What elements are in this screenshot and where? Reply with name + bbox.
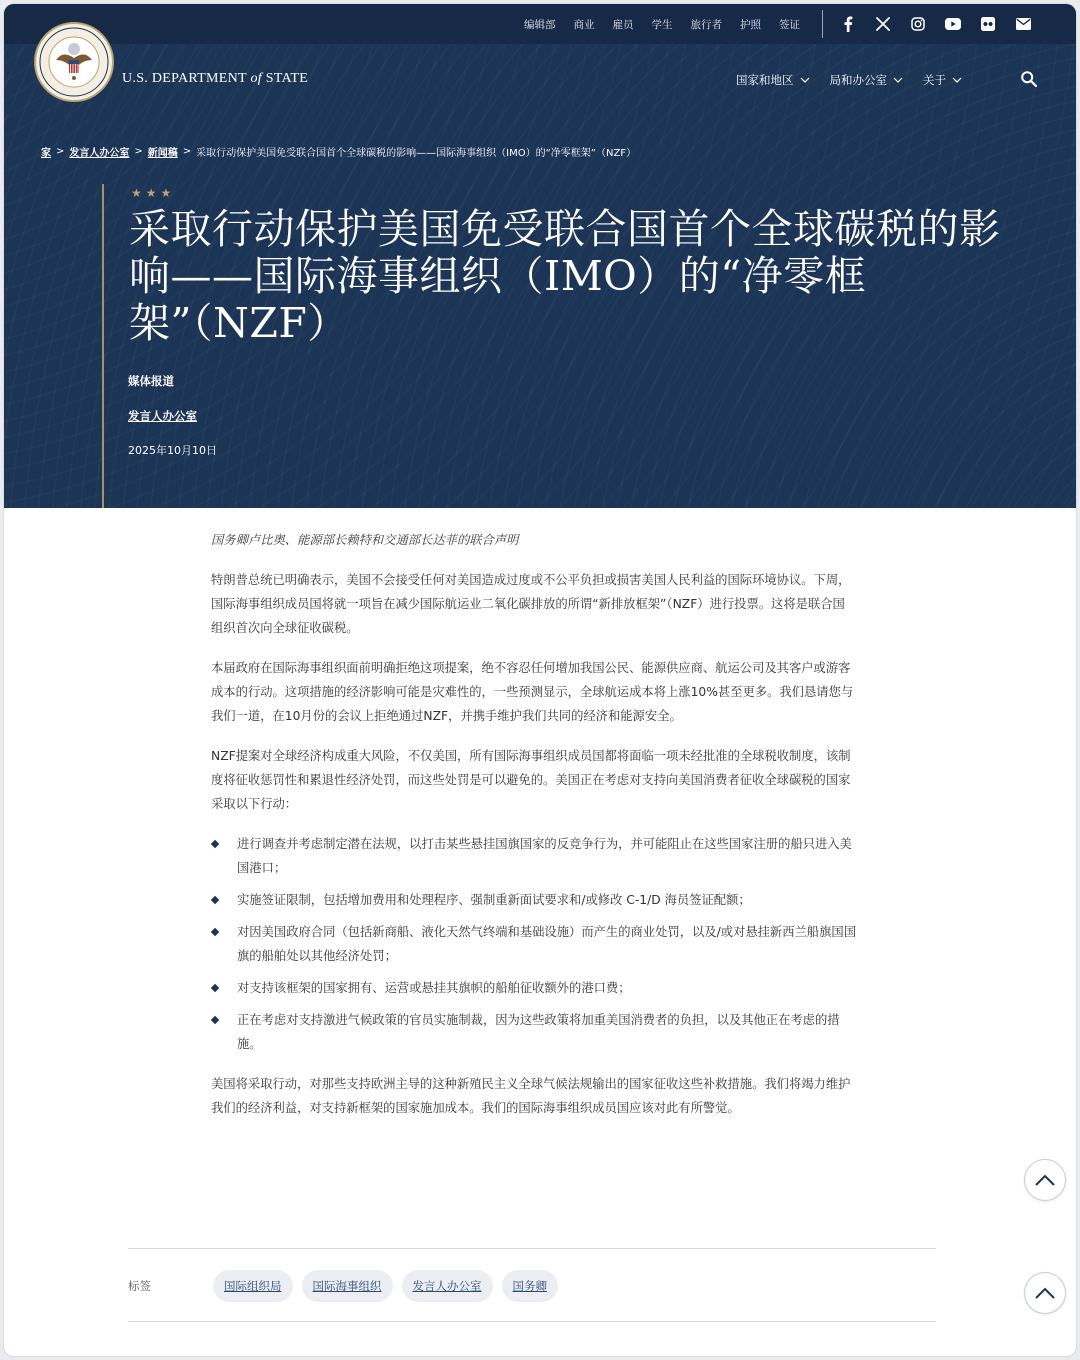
utility-link-employees[interactable]: 雇员 <box>612 18 634 31</box>
list-item-text: 对支持该框架的国家拥有、运营或悬挂其旗帜的船舶征收额外的港口费； <box>237 981 631 995</box>
article-body <box>211 528 856 1136</box>
breadcrumb-spokesperson-office[interactable]: 发言人办公室 <box>69 148 130 159</box>
breadcrumb-separator: > <box>182 146 192 157</box>
email-icon[interactable] <box>1015 16 1031 32</box>
divider <box>128 1321 936 1322</box>
diamond-bullet-icon <box>211 1016 219 1024</box>
article-type: 媒体报道 <box>128 374 174 388</box>
nav-label: 局和办公室 <box>829 73 887 87</box>
diamond-bullet-icon <box>211 928 219 936</box>
stars-decoration: ★★★ <box>131 186 176 200</box>
tag-secretary-of-state[interactable]: 国务卿 <box>502 1270 559 1302</box>
tag-spokesperson-office[interactable]: 发言人办公室 <box>402 1270 493 1302</box>
article-paragraph: NZF提案对全球经济构成重大风险，不仅美国，所有国际海事组织成员国都将面临一项未经批准的全球税收制度，该制度将征收惩罚性和累退性经济处罚，而这些处罚是可以避免的。美国正在考虑对支持向美国消费者征收全球碳税的国家采取以下行动： <box>211 749 851 811</box>
nav-countries-regions[interactable] <box>736 72 810 88</box>
breadcrumb <box>41 144 636 159</box>
breadcrumb-press-releases[interactable]: 新闻稿 <box>147 148 178 159</box>
site-name[interactable] <box>122 71 308 87</box>
list-item-text: 进行调查并考虑制定潜在法规，以打击某些悬挂国旗国家的反竞争行为，并可能阻止在这些国家注册的船只进入美国港口； <box>237 837 852 875</box>
utility-link-visas[interactable]: 签证 <box>779 18 800 31</box>
list-item-text: 正在考虑对支持激进气候政策的官员实施制裁，因为这些政策将加重美国消费者的负担，以及其他正在考虑的措施。 <box>237 1013 840 1051</box>
x-icon[interactable] <box>875 16 891 32</box>
breadcrumb-separator: > <box>134 146 143 157</box>
list-item <box>211 832 856 880</box>
list-item <box>211 888 856 912</box>
article-paragraph: 特朗普总统已明确表示，美国不会接受任何对美国造成过度或不公平负担或损害美国人民利益的国际环境协议。下周，国际海事组织成员国将就一项旨在减少国际航运业二氧化碳排放的所谓“新排放框架”（NZF）进行投票。这将是联合国组织首次向全球征收碳税。 <box>211 573 851 635</box>
article-paragraph: 本届政府在国际海事组织面前明确拒绝这项提案，绝不容忍任何增加我国公民、能源供应商、航运公司及其客户或游客成本的行动。这项措施的经济影响可能是灾难性的，一些预测显示，全球航运成本将上涨10%甚至更多。我们恳请您与我们一道，在10月份的会议上拒绝通过NZF，并携手维护我们共同的经济和能源安全。 <box>211 661 854 723</box>
utility-links <box>524 4 800 44</box>
instagram-icon[interactable] <box>910 16 926 32</box>
tag-io-bureau[interactable]: 国际组织局 <box>213 1270 293 1302</box>
tags-label: 标签 <box>128 1279 151 1293</box>
department-seal-icon[interactable] <box>34 22 114 102</box>
diamond-bullet-icon <box>211 896 219 904</box>
utility-link-passports[interactable]: 护照 <box>740 18 761 31</box>
site-name-of: of <box>250 71 262 86</box>
list-item <box>211 1008 856 1056</box>
chevron-down-icon <box>893 75 903 85</box>
back-to-top-button-secondary[interactable] <box>1024 1272 1066 1314</box>
youtube-icon[interactable] <box>945 16 961 32</box>
action-list <box>211 832 856 1056</box>
main-nav <box>736 72 962 88</box>
back-to-top-button[interactable] <box>1024 1159 1066 1201</box>
article-date: 2025年10月10日 <box>128 444 217 457</box>
page-frame <box>4 4 1076 1356</box>
utility-bar <box>4 4 1076 44</box>
utility-link-business[interactable]: 商业 <box>573 18 595 31</box>
breadcrumb-separator: > <box>56 146 65 157</box>
utility-divider <box>822 10 823 38</box>
chevron-up-icon <box>1034 1173 1056 1187</box>
utility-link-newsroom[interactable]: 编辑部 <box>524 18 556 31</box>
breadcrumb-home[interactable]: 家 <box>41 148 51 159</box>
article-paragraph: 美国将采取行动，对那些支持欧洲主导的这种新殖民主义全球气候法规输出的国家征收这些补救措施。我们将竭力维护我们的经济利益，对支持新框架的国家施加成本。我们的国际海事组织成员国应该对此有所警觉。 <box>211 1077 851 1115</box>
article-intro: 国务卿卢比奥、能源部长赖特和交通部长达菲的联合声明 <box>211 533 519 547</box>
chevron-up-icon <box>1034 1286 1056 1300</box>
facebook-icon[interactable] <box>840 16 856 32</box>
list-item-text: 实施签证限制，包括增加费用和处理程序、强制重新面试要求和/或修改 C-1/D 海员签证配额； <box>237 893 751 907</box>
site-name-part: STATE <box>261 71 309 86</box>
hero-banner <box>4 4 1076 508</box>
list-item <box>211 920 856 968</box>
chevron-down-icon <box>800 75 810 85</box>
search-icon[interactable] <box>1020 70 1038 88</box>
nav-bureaus-offices[interactable] <box>830 72 904 88</box>
list-item <box>211 976 856 1000</box>
tag-list <box>213 1270 558 1302</box>
nav-about[interactable] <box>923 72 962 88</box>
article-office-link[interactable]: 发言人办公室 <box>128 409 197 423</box>
nav-label: 关于 <box>923 73 946 87</box>
tag-imo[interactable]: 国际海事组织 <box>302 1270 393 1302</box>
divider <box>128 1248 936 1249</box>
nav-label: 国家和地区 <box>736 73 794 87</box>
diamond-bullet-icon <box>211 984 219 992</box>
chevron-down-icon <box>952 75 962 85</box>
page-title: 采取行动保护美国免受联合国首个全球碳税的影响——国际海事组织（IMO）的“净零框架”（NZF） <box>129 205 1001 347</box>
utility-link-travelers[interactable]: 旅行者 <box>690 18 722 31</box>
flickr-icon[interactable] <box>980 16 996 32</box>
breadcrumb-current: 采取行动保护美国免受联合国首个全球碳税的影响——国际海事组织（IMO）的“净零框架”（NZF） <box>196 148 637 159</box>
utility-link-students[interactable]: 学生 <box>651 18 673 31</box>
hero-accent-line <box>102 184 104 508</box>
list-item-text: 对因美国政府合同（包括新商船、液化天然气终端和基础设施）而产生的商业处罚，以及/或对悬挂新西兰船旗国国旗的船舶处以其他经济处罚； <box>237 925 856 963</box>
diamond-bullet-icon <box>211 840 219 848</box>
site-name-part: U.S. DEPARTMENT <box>122 71 251 86</box>
social-links <box>840 4 1031 44</box>
